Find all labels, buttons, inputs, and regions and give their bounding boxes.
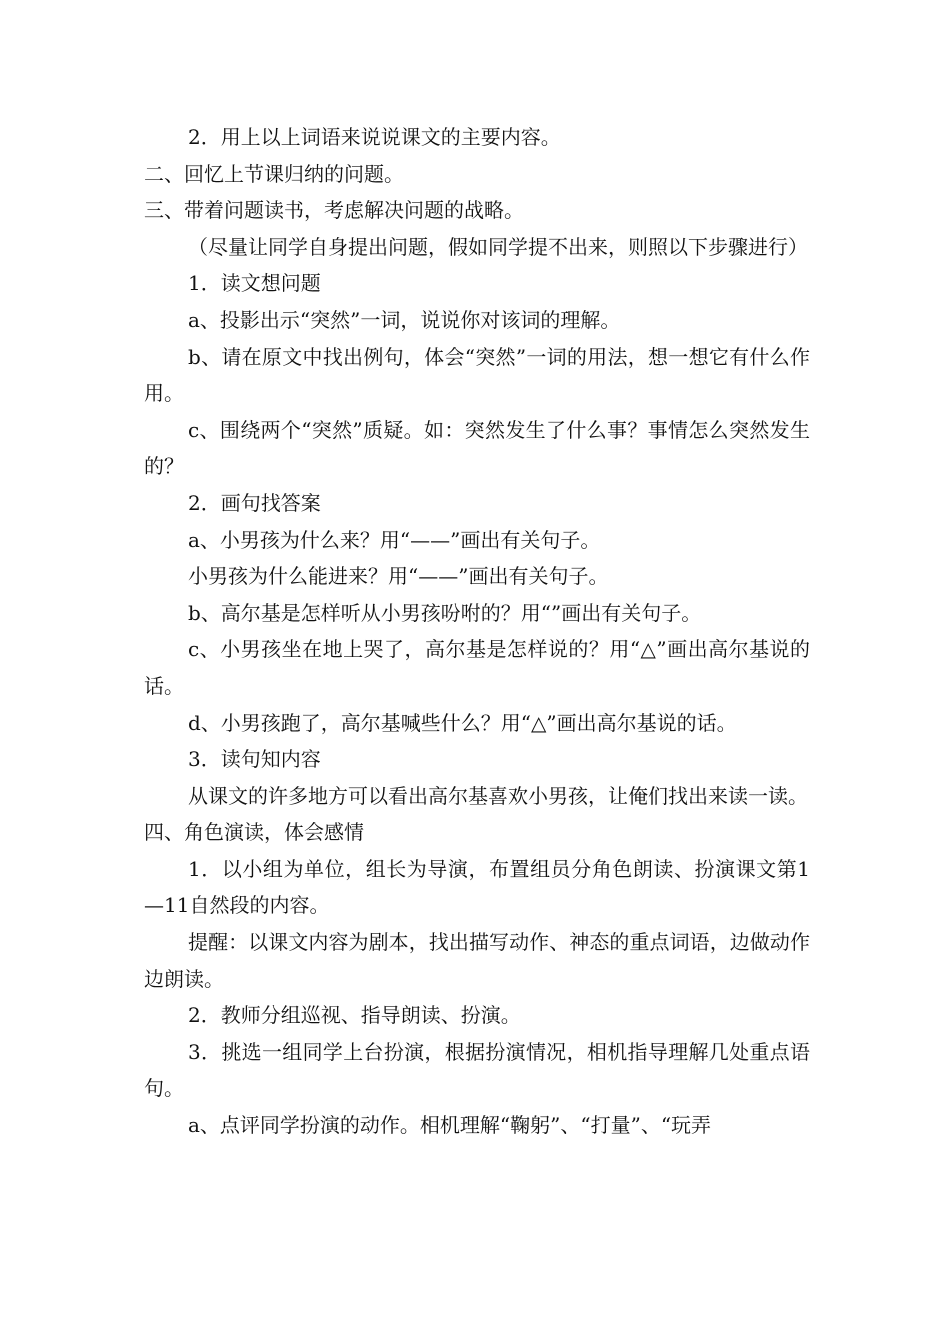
paragraph: c、围绕两个“突然”质疑。如：突然发生了什么事？事情怎么突然发生的？: [144, 417, 810, 479]
subheading: 2．画句找答案: [188, 490, 321, 515]
paragraph: 从课文的许多地方可以看出高尔基喜欢小男孩，让俺们找出来读一读。: [188, 783, 808, 808]
subheading: 3．读句知内容: [188, 747, 321, 772]
paragraph: b、请在原文中找出例句，体会“突然”一词的用法，想一想它有什么作用。: [144, 344, 810, 406]
paragraph: a、小男孩为什么来？用“——”画出有关句子。: [188, 527, 601, 552]
section-heading: 三、带着问题读书，考虑解决问题的战略。: [144, 198, 524, 223]
section-heading: 四、角色演读，体会感情: [144, 820, 364, 845]
paragraph: 小男孩为什么能进来？用“——”画出有关句子。: [188, 564, 609, 589]
subheading: 1．读文想问题: [188, 271, 321, 296]
document-body: [144, 119, 810, 1144]
paragraph: b、高尔基是怎样听从小男孩吩咐的？用“”画出有关句子。: [188, 600, 702, 625]
paragraph: 2．教师分组巡视、指导朗读、扮演。: [188, 1003, 521, 1028]
paragraph: 提醒：以课文内容为剧本，找出描写动作、神态的重点词语，边做动作边朗读。: [144, 930, 810, 991]
section-heading: 二、回忆上节课归纳的问题。: [144, 161, 404, 186]
paragraph: 1．以小组为单位，组长为导演，布置组员分角色朗读、扮演课文第1—11自然段的内容。: [144, 856, 810, 918]
paragraph: a、点评同学扮演的动作。相机理解“鞠躬”、“打量”、“玩弄: [188, 1113, 712, 1138]
paragraph: d、小男孩跑了，高尔基喊些什么？用“△”画出高尔基说的话。: [188, 710, 737, 735]
paragraph: c、小男孩坐在地上哭了，高尔基是怎样说的？用“△”画出高尔基说的话。: [144, 637, 810, 698]
paragraph: a、投影出示“突然”一词，说说你对该词的理解。: [188, 307, 621, 332]
paragraph: 2．用上以上词语来说说课文的主要内容。: [188, 125, 561, 149]
paragraph: 3．挑选一组同学上台扮演，根据扮演情况，相机指导理解几处重点语句。: [144, 1039, 810, 1101]
paragraph: （尽量让同学自身提出问题，假如同学提不出来，则照以下步骤进行）: [188, 234, 808, 259]
